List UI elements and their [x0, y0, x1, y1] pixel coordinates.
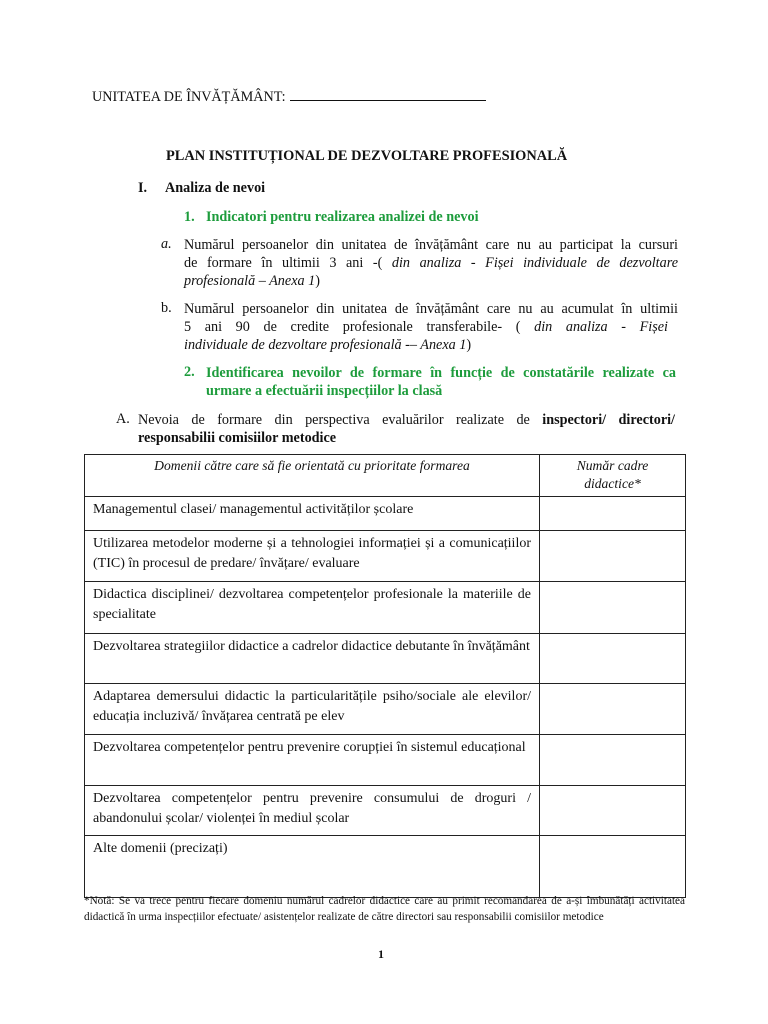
- school-header: [92, 86, 486, 106]
- school-label: UNITATEA DE ÎNVĂȚĂMÂNT:: [92, 89, 286, 105]
- section-a-line2: responsabilii comisiilor metodice: [138, 430, 337, 446]
- domain-cell: Alte domenii (precizați): [85, 836, 540, 898]
- table-row: [85, 634, 686, 684]
- subsection-2-line1: Identificarea nevoilor de formare în funcție de constatările realizate ca: [206, 365, 676, 381]
- table-row: [85, 531, 686, 582]
- count-cell[interactable]: [540, 497, 686, 531]
- section-a-marker: A.: [116, 411, 130, 427]
- count-cell[interactable]: [540, 634, 686, 684]
- item-b-line2: [184, 318, 668, 336]
- table-header-row: [85, 455, 686, 497]
- domain-cell: Dezvoltarea strategiilor didactice a cadrelor didactice debutante în învățământ: [85, 634, 540, 684]
- item-marker: a.: [161, 236, 172, 252]
- section-title: Analiza de nevoi: [165, 180, 266, 196]
- subsection-number: 1.: [184, 209, 195, 225]
- count-cell[interactable]: [540, 582, 686, 634]
- count-cell[interactable]: [540, 786, 686, 836]
- item-b-line1: Numărul persoanelor din unitatea de învățământ care nu au acumulat în ultimii: [184, 301, 678, 317]
- column-header-count: Număr cadre didactice*: [540, 455, 686, 497]
- table-row: [85, 497, 686, 531]
- item-a-line2-italic: din analiza - Fișei individuale de dezvoltare: [382, 255, 678, 271]
- item-a-line3: [184, 272, 320, 290]
- section-a-line1: [138, 411, 675, 429]
- section-number: I.: [138, 180, 148, 196]
- subsection-2-line2: urmare a efectuării inspecțiilor la clasă: [206, 383, 443, 399]
- table-footnote: *Notă: Se va trece pentru fiecare domeniu numărul cadrelor didactice care au primit recomandarea de a-și îmbunătăți activitatea didactică în urma inspecțiilor efectuate/ asistențelor realizate de către directori sau responsabilii comisiilor metodice: [84, 895, 685, 923]
- item-marker: b.: [161, 300, 172, 316]
- domain-cell: Dezvoltarea competențelor pentru prevenire consumului de droguri / abandonului școlar/ violenței în mediul școlar: [85, 786, 540, 836]
- item-b-line3: [184, 336, 471, 354]
- count-cell[interactable]: [540, 836, 686, 898]
- subsection-number: 2.: [184, 364, 195, 380]
- item-a-line2: [184, 254, 678, 272]
- subsection-title: Indicatori pentru realizarea analizei de nevoi: [206, 209, 479, 225]
- table-row: [85, 836, 686, 898]
- count-cell[interactable]: [540, 531, 686, 582]
- page-number: 1: [378, 947, 384, 961]
- item-b-line3-italic: individuale de dezvoltare profesională -– Anexa 1: [184, 337, 467, 353]
- domain-cell: Dezvoltarea competențelor pentru prevenire corupției în sistemul educațional: [85, 735, 540, 786]
- section-a-line1-bold: inspectori/ directori/: [542, 412, 675, 428]
- document-title: PLAN INSTITUȚIONAL DE DEZVOLTARE PROFESIONALĂ: [166, 148, 568, 164]
- domain-cell: Utilizarea metodelor moderne și a tehnologiei informației și a comunicațiilor (TIC) în procesul de predare/ învățare/ evaluare: [85, 531, 540, 582]
- item-a-line2-text: de formare în ultimii 3 ani -(: [184, 255, 383, 271]
- item-b-line3-end: ): [466, 337, 472, 353]
- section-a-line1-text: Nevoia de formare din perspectiva evaluărilor realizate de: [138, 412, 543, 428]
- count-cell[interactable]: [540, 735, 686, 786]
- item-a-line3-end: ): [315, 273, 320, 289]
- table-row: [85, 786, 686, 836]
- domain-cell: Managementul clasei/ managementul activităților școlare: [85, 497, 540, 531]
- domain-cell: Didactica disciplinei/ dezvoltarea competențelor profesionale la materiile de specialitate: [85, 582, 540, 634]
- count-cell[interactable]: [540, 684, 686, 735]
- item-b-line2-italic: din analiza - Fișei: [520, 319, 668, 335]
- item-a-line3-italic: profesională – Anexa 1: [184, 273, 316, 289]
- school-name-blank[interactable]: [290, 86, 486, 101]
- domain-cell: Adaptarea demersului didactic la particularitățile psiho/sociale ale elevilor/ educația incluzivă/ învățarea centrată pe elev: [85, 684, 540, 735]
- table-row: [85, 582, 686, 634]
- training-needs-table: [84, 454, 686, 898]
- item-b-line2-text: 5 ani 90 de credite profesionale transferabile- (: [184, 319, 521, 335]
- table-row: [85, 735, 686, 786]
- column-header-domain: Domenii către care să fie orientată cu prioritate formarea: [85, 455, 540, 497]
- table-row: [85, 684, 686, 735]
- item-a-line1: Numărul persoanelor din unitatea de învățământ care nu au participat la cursuri: [184, 237, 678, 253]
